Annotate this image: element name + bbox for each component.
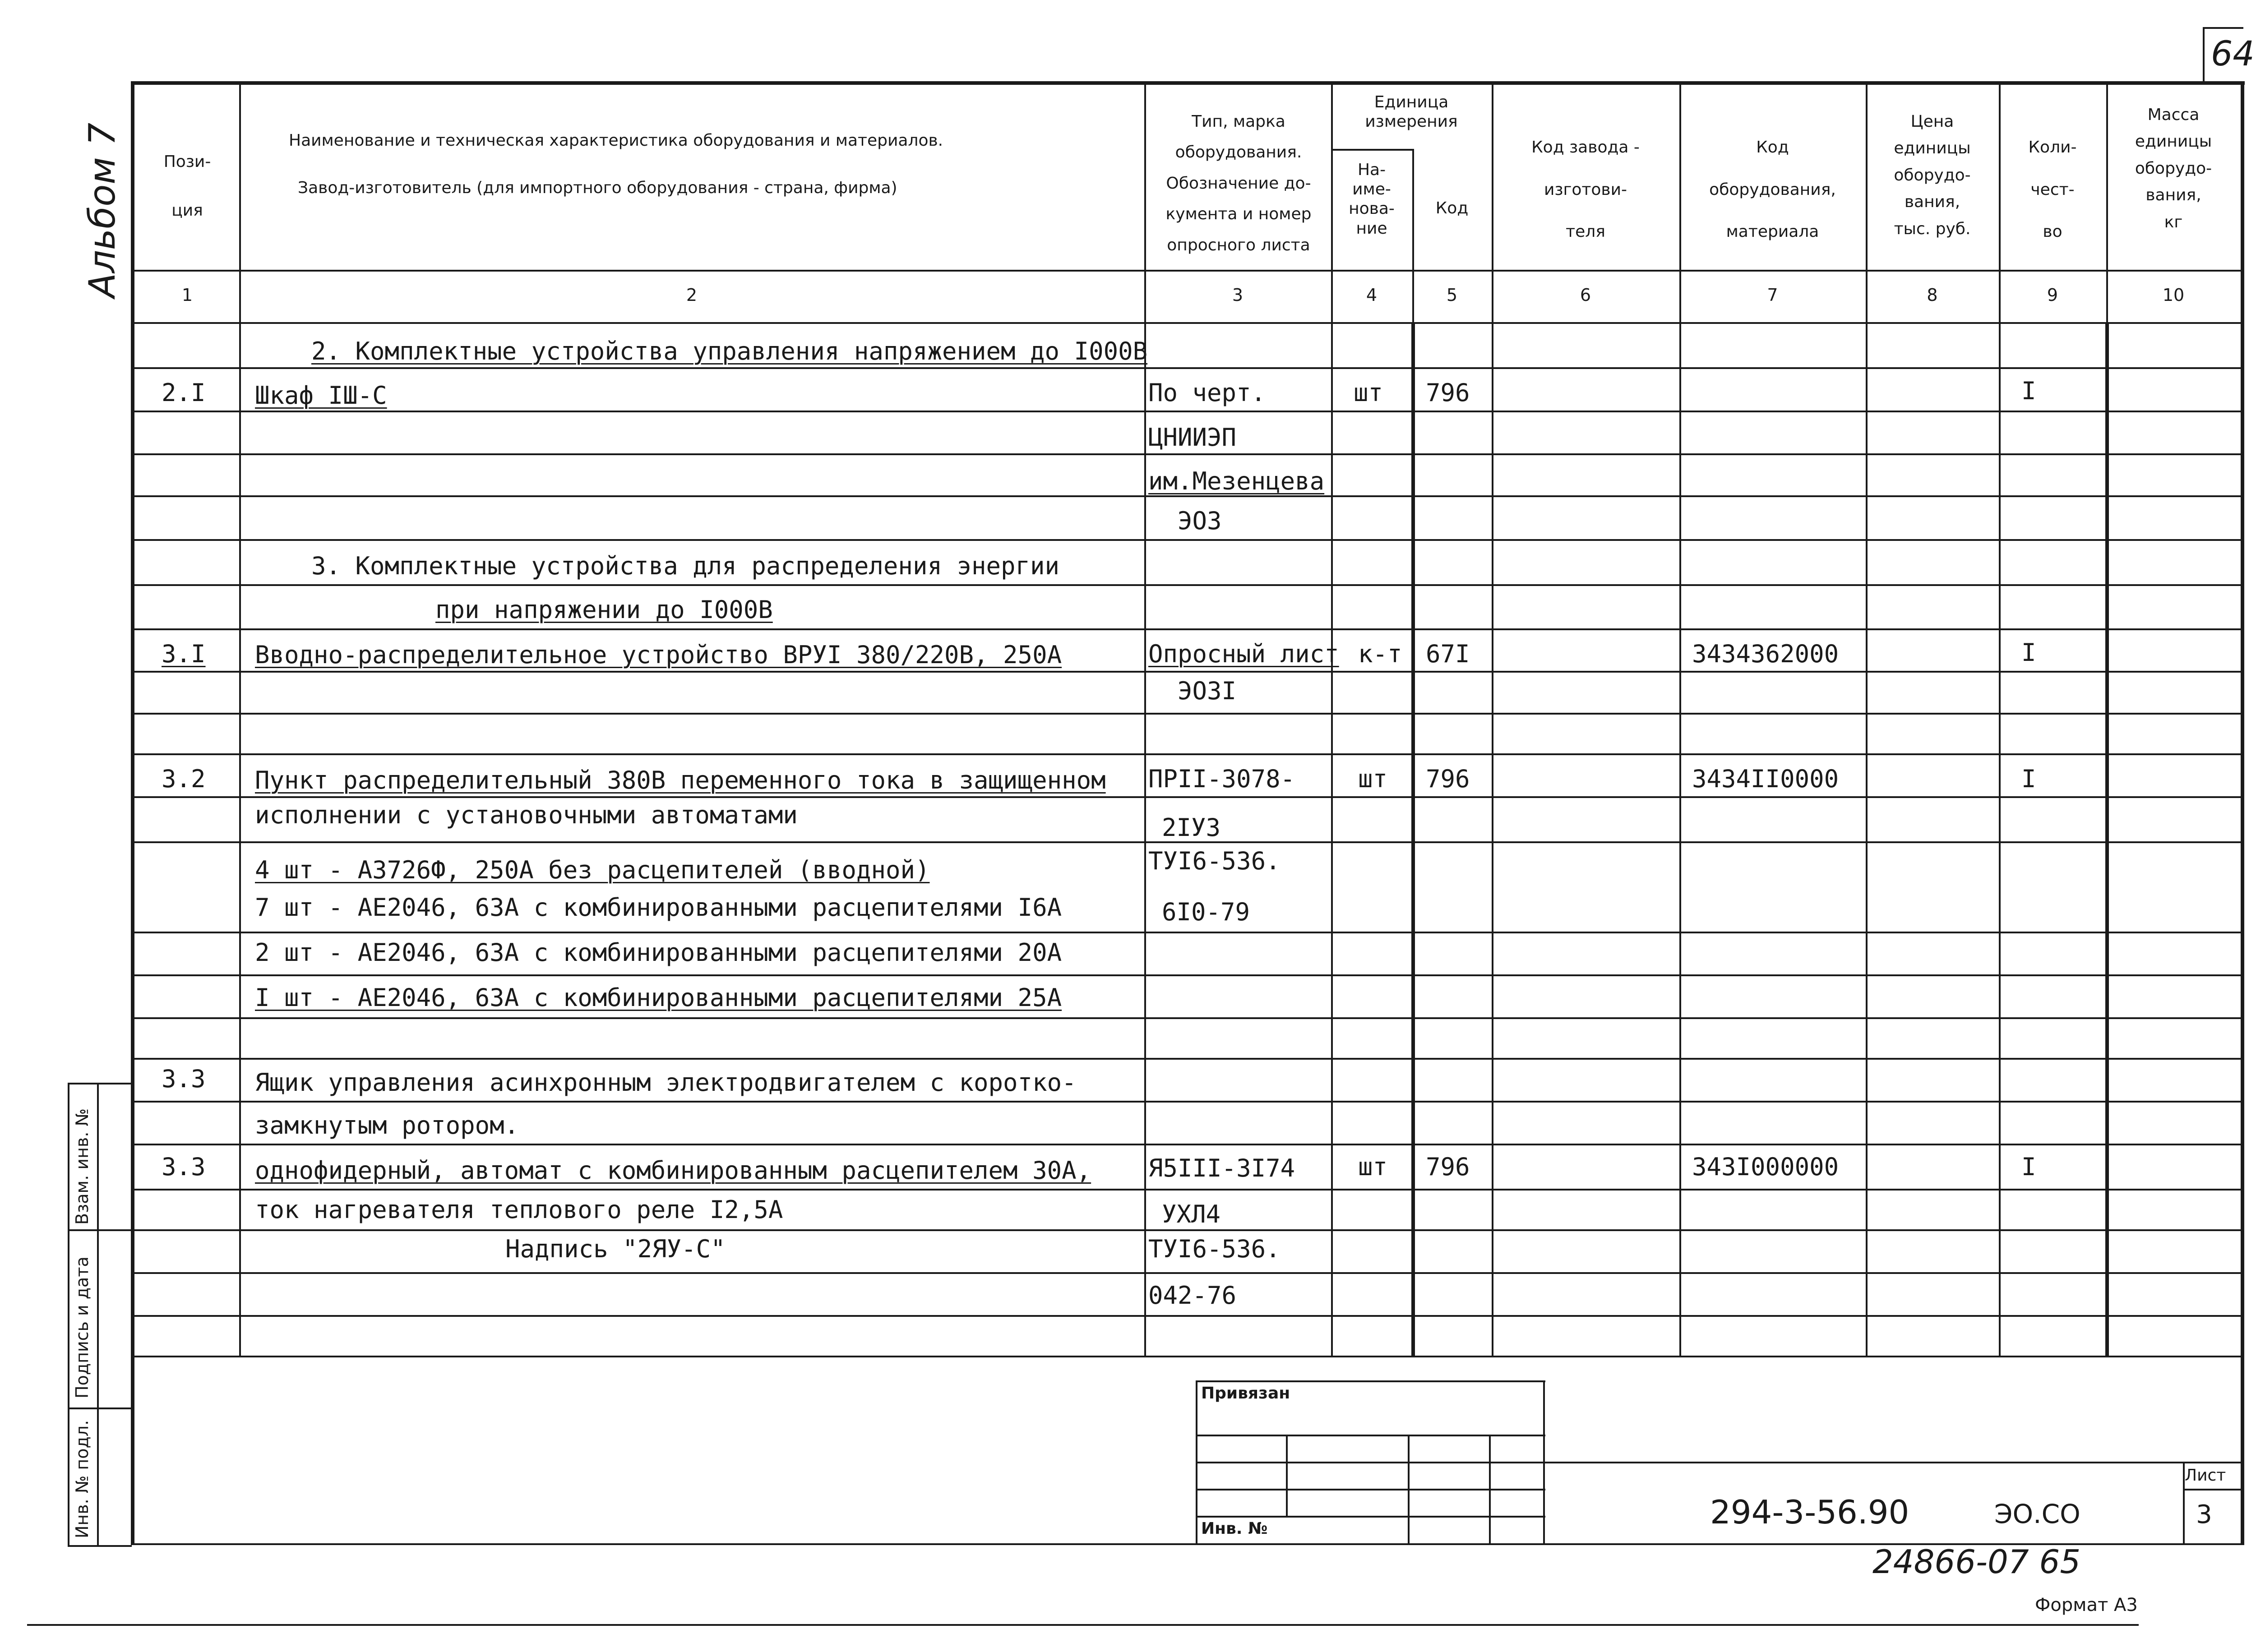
row-1-name: Шкаф IШ-С [255, 381, 387, 410]
row-0-name: 2. Комплектные устройства управления напряжением до I000В [311, 337, 1148, 365]
row-11-type: 2IУ3 [1162, 813, 1221, 842]
privyazan-c2 [1408, 1435, 1410, 1545]
col5-thick-left [1411, 322, 1415, 1356]
top-border [133, 81, 2245, 85]
privyazan-left [1196, 1380, 1197, 1545]
row-line [133, 495, 2242, 497]
row-4-type: ЭО3 [1178, 507, 1222, 535]
row-7-name: Вводно-распределительное устройство ВРУI 380/220В, 250А [255, 641, 1062, 669]
row-line [133, 974, 2242, 976]
row-1-unit: шт [1354, 378, 1383, 407]
row-line [133, 753, 2242, 755]
row-line [133, 367, 2242, 369]
col-divider-2 [1144, 81, 1146, 1356]
pagenum-box-left [2203, 27, 2205, 82]
row-20-name: ток нагревателя теплового реле I2,5А [255, 1195, 783, 1224]
row-11-name: исполнении с установочными автоматами [255, 801, 798, 829]
header-col9: Коли- чест- во [2028, 138, 2077, 241]
row-21-type: ТУI6-536. [1148, 1235, 1281, 1263]
row-line [133, 1189, 2242, 1191]
col-divider-6 [1679, 81, 1681, 1356]
side-stamp-top [68, 1083, 132, 1084]
row-19-code: 796 [1426, 1153, 1470, 1181]
pagenum-box-top [2203, 27, 2243, 29]
side-stamp-inv-podl: Инв. № подл. [72, 1420, 92, 1538]
unit-group-line [1331, 149, 1412, 151]
page-bottom-line [27, 1624, 2139, 1626]
row-10-type: ПРII-3078- [1148, 765, 1295, 793]
row-10-eqcode: 3434II0000 [1692, 765, 1839, 793]
row-19-qty: I [2021, 1153, 2036, 1181]
row-19-pos: 3.3 [162, 1153, 206, 1181]
header-col2-line2: Завод-изготовитель (для импортного оборудования - страна, фирма) [298, 179, 897, 197]
row-line [133, 1315, 2242, 1317]
row-22-type: 042-76 [1148, 1281, 1237, 1310]
header-col8: Цена единицы оборудо- вания, тыс. руб. [1894, 112, 1971, 238]
row-13-name: 7 шт - АЕ2046, 63А с комбинированными расцепителями I6А [255, 893, 1062, 922]
row-line [133, 1144, 2242, 1145]
row-line [133, 1356, 2242, 1357]
row-line [133, 453, 2242, 455]
row-19-unit: шт [1358, 1153, 1388, 1181]
left-border [131, 81, 134, 1545]
row-line [133, 796, 2242, 798]
side-stamp-vzam: Взам. инв. № [72, 1108, 92, 1225]
row-5-name: 3. Комплектные устройства для распределения энергии [311, 552, 1060, 580]
colnum-4: 4 [1366, 285, 1378, 305]
header-col7: Код оборудования, материала [1709, 138, 1836, 241]
row-10-pos: 3.2 [162, 765, 206, 793]
sheet-label: Лист [2185, 1466, 2226, 1485]
row-7-type: Опросный лист [1148, 640, 1339, 668]
row-7-unit: к-т [1358, 640, 1402, 668]
row-line [133, 1058, 2242, 1060]
row-19-eqcode: 343I000000 [1692, 1153, 1839, 1181]
header-col2-line1: Наименование и техническая характеристика оборудования и материалов. [289, 131, 943, 150]
colnum-1: 1 [181, 285, 193, 305]
colnum-6: 6 [1580, 285, 1591, 305]
header-col5: Код [1435, 199, 1469, 217]
side-stamp-bottom [68, 1545, 132, 1547]
colnum-10: 10 [2162, 285, 2185, 305]
row-1-qty: I [2021, 377, 2036, 405]
colnum-2: 2 [686, 285, 698, 305]
row-19-type: Я5III-3I74 [1148, 1154, 1295, 1182]
row-10-unit: шт [1358, 765, 1388, 793]
sheet-number: 3 [2196, 1500, 2212, 1529]
titleblock-top [1543, 1462, 2242, 1463]
row-10-qty: I [2021, 765, 2036, 793]
row-14-name: 2 шт - АЕ2046, 63А с комбинированными расцепителями 20А [255, 938, 1062, 967]
side-stamp-div1 [68, 1229, 132, 1231]
doc-suffix: ЭО.СО [1994, 1499, 2080, 1529]
inv-no-label: Инв. № [1201, 1519, 1268, 1538]
album-label: Альбом 7 [81, 123, 123, 298]
header-bottom-line [133, 270, 2242, 272]
row-line [133, 628, 2242, 630]
row-17-name: Ящик управления асинхронным электродвигателем с коротко- [255, 1068, 1077, 1097]
row-line [133, 1272, 2242, 1274]
row-1-type: По черт. [1148, 378, 1266, 407]
row-21-name: Надпись "2ЯУ-С" [505, 1235, 726, 1263]
row-12-type: ТУI6-536. [1148, 847, 1281, 875]
row-line [133, 584, 2242, 586]
right-border [2241, 81, 2244, 1545]
privyazan-c1 [1286, 1435, 1288, 1516]
side-stamp-left [68, 1083, 69, 1545]
side-stamp-podpis: Подпись и дата [72, 1256, 92, 1398]
row-2-type: ЦНИИЭП [1148, 423, 1237, 452]
row-3-type: им.Мезенцева [1148, 467, 1325, 495]
side-stamp-div2 [68, 1407, 132, 1409]
privyazan-row2 [1196, 1462, 1545, 1463]
row-10-code: 796 [1426, 765, 1470, 793]
col-divider-1 [239, 81, 241, 1356]
col-divider-5 [1492, 81, 1493, 1356]
colnum-3: 3 [1232, 285, 1244, 305]
row-7-qty: I [2021, 638, 2036, 667]
row-line [133, 411, 2242, 412]
colnum-5: 5 [1446, 285, 1458, 305]
privyazan-top [1196, 1380, 1545, 1382]
col9-thick-right [2105, 322, 2109, 1356]
row-18-name: замкнутым ротором. [255, 1111, 519, 1140]
row-line [133, 1017, 2242, 1019]
header-col4: На- име- нова- ние [1349, 161, 1395, 238]
header-col10: Масса единицы оборудо- вания, кг [2135, 106, 2212, 231]
row-line [133, 932, 2242, 933]
row-line [133, 713, 2242, 715]
row-15-name: I шт - АЕ2046, 63А с комбинированными расцепителями 25А [255, 983, 1062, 1012]
row-1-pos: 2.I [162, 378, 206, 407]
archive-number: 24866-07 65 [1872, 1543, 2081, 1581]
privyazan-row1 [1196, 1435, 1545, 1436]
privyazan-row4 [1196, 1516, 1545, 1518]
privyazan-right [1543, 1380, 1545, 1545]
colnum-bottom-line [133, 322, 2242, 324]
format-label: Формат А3 [2035, 1595, 2138, 1615]
row-line [133, 1101, 2242, 1103]
row-6-name: при напряжении до I000В [435, 595, 773, 624]
row-line [133, 539, 2242, 541]
header-col3: Тип, марка оборудования. Обозначение до- кумента и номер опросного листа [1165, 112, 1312, 254]
row-13-type: 6I0-79 [1162, 898, 1250, 926]
row-17-pos: 3.3 [162, 1065, 206, 1093]
side-stamp-mid [97, 1083, 99, 1545]
handwritten-page-number: 64 [2211, 33, 2255, 74]
row-7-eqcode: 3434362000 [1692, 640, 1839, 668]
row-line [133, 1229, 2242, 1231]
col-divider-7 [1866, 81, 1868, 1356]
colnum-8: 8 [1927, 285, 1938, 305]
col-divider-8 [1999, 81, 2001, 1356]
row-12-name: 4 шт - А3726Ф, 250А без расцепителей (вводной) [255, 856, 930, 884]
sheet-box-mid [2183, 1489, 2242, 1490]
header-col6: Код завода - изготови- теля [1531, 138, 1640, 241]
row-1-code: 796 [1426, 378, 1470, 407]
row-10-name: Пункт распределительный 380В переменного тока в защищенном [255, 766, 1106, 794]
colnum-9: 9 [2047, 285, 2058, 305]
row-19-name: однофидерный, автомат с комбинированным расцепителем 30А, [255, 1156, 1091, 1185]
row-8-type: ЭО3I [1178, 677, 1237, 705]
colnum-7: 7 [1767, 285, 1778, 305]
row-line [133, 671, 2242, 673]
row-7-code: 67I [1426, 640, 1470, 668]
row-20-type: УХЛ4 [1162, 1200, 1221, 1228]
privyazan-label: Привязан [1201, 1384, 1290, 1403]
doc-code: 294-3-56.90 [1710, 1493, 1909, 1531]
header-unit-group: Единица измерения [1365, 93, 1458, 131]
privyazan-c3 [1489, 1435, 1491, 1545]
row-7-pos: 3.I [162, 640, 206, 668]
col-divider-3 [1331, 81, 1333, 1356]
header-col1: Пози- ция [163, 152, 211, 220]
privyazan-row3 [1196, 1489, 1545, 1490]
